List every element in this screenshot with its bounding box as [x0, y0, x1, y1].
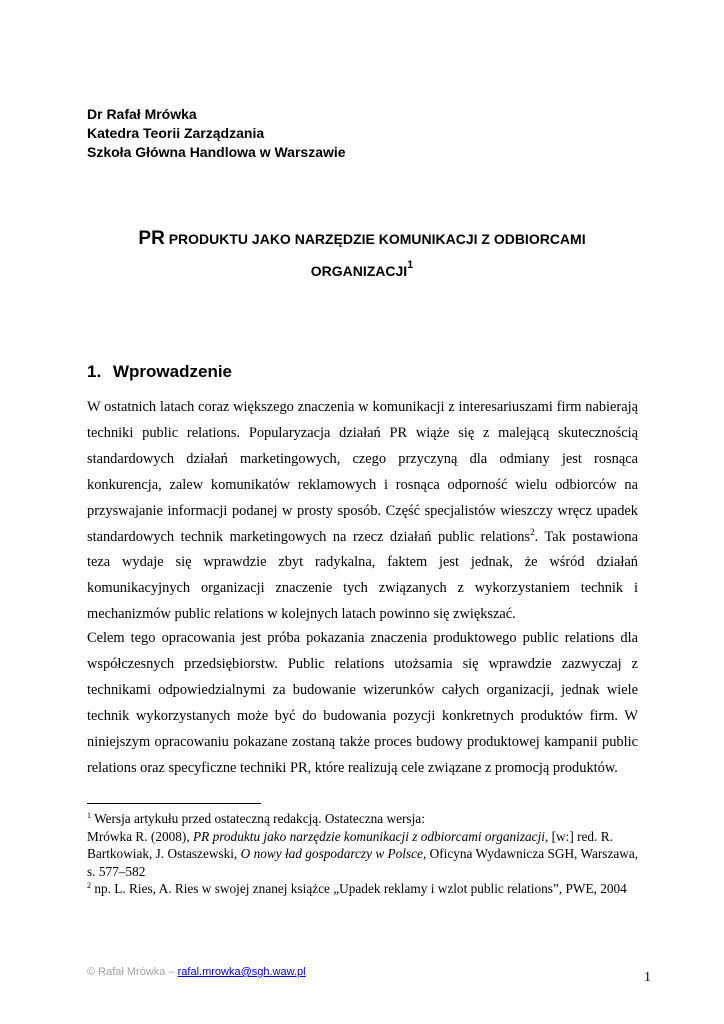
footnotes: [87, 810, 647, 898]
footnote-1-cite-a: Mrówka R. (2008),: [87, 828, 193, 844]
footnote-1: [87, 810, 647, 880]
author-name: Dr Rafał Mrówka: [87, 106, 197, 122]
author-block: [87, 105, 346, 162]
author-school: Szkoła Główna Handlowa w Warszawie: [87, 144, 346, 160]
footnote-divider: [87, 803, 261, 804]
section-heading: [87, 361, 232, 383]
footnote-1-cite-b: , [w:] red. R. Bartkowiak, J. Ostaszewski,: [87, 828, 613, 861]
footnote-2-text: np. L. Ries, A. Ries w swojej znanej książce „Upadek reklamy i wzlot public relations”, PWE, 2004: [91, 881, 627, 896]
paragraph-2: Celem tego opracowania jest próba pokazania znaczenia produktowego public relations dla współczesnych przedsiębiorstw. Public relations utożsamia się wprawdzie zazwyczaj z technikami odpowiedzialnymi za budowanie wizerunków całych organizacji, jednak wiele technik wykorzystanych może być do budowania pozycji konkretnych produktów firm. W niniejszym opracowaniu pokazane zostaną także proces budowy produktowej kampanii public relations oraz specyficzne techniki PR, które realizują cele związane z promocją produktów.: [87, 630, 638, 776]
title-line2: ORGANIZACJI: [310, 263, 408, 279]
section-title: Wprowadzenie: [113, 362, 233, 381]
paragraph-1: [87, 395, 638, 628]
author-department: Katedra Teorii Zarządzania: [87, 125, 265, 141]
page-footer: [87, 966, 306, 978]
footnote-ref-2[interactable]: 2: [530, 526, 535, 537]
footer-email-link[interactable]: rafal.mrowka@sgh.waw.pl: [177, 966, 306, 978]
title-footnote-ref[interactable]: 1: [407, 259, 414, 271]
footnote-1-cite-c: , Oficyna Wydawnicza SGH, Warszawa, s. 577–582: [87, 846, 639, 879]
paragraph-1-text-a: W ostatnich latach coraz większego znaczenia w komunikacji z interesariuszami firm nabierają techniki public relations. Popularyzacja działań PR wiąże się z malejącą skutecznością standardowych działań marketingowych, czego przyczyną dla odmiany jest rosnąca konkurencja, zalew komunikatów reklamowych i rosnąca odporność wielu odbiorców na przyswajanie informacji podanej w prosty sposób. Część specjalistów wieszczy wręcz upadek standardowych technik marketingowych na rzecz działań public relations: [87, 399, 638, 545]
title-prefix: PR: [138, 228, 165, 249]
section-number: 1.: [87, 362, 102, 381]
document-title: [87, 230, 637, 280]
footnote-2-mark: 2: [87, 881, 91, 890]
footnote-2: [87, 880, 647, 898]
page-number: 1: [644, 970, 651, 985]
footnote-1-cite-book: O nowy ład gospodarczy w Polsce: [240, 846, 423, 861]
title-line1: PRODUKTU JAKO NARZĘDZIE KOMUNIKACJI Z ODBIORCAMI: [164, 231, 586, 247]
footnote-1-cite-title: PR produktu jako narzędzie komunikacji z odbiorcami organizacji: [193, 828, 545, 844]
footer-copyright: © Rafał Mrówka –: [87, 966, 178, 978]
paragraph-1-text-b: . Tak postawiona teza wydaje się wprawdzie zbyt radykalna, faktem jest jednak, że wśród działań komunikacyjnych organizacji znaczenie tych związanych z wykorzystaniem technik i mechanizmów public relations w kolejnych latach powinno się zwiększać.: [87, 528, 638, 623]
footnote-1-intro: Wersja artykułu przed ostateczną redakcją. Ostateczna wersja:: [91, 811, 425, 826]
footnote-1-mark: 1: [87, 811, 91, 820]
